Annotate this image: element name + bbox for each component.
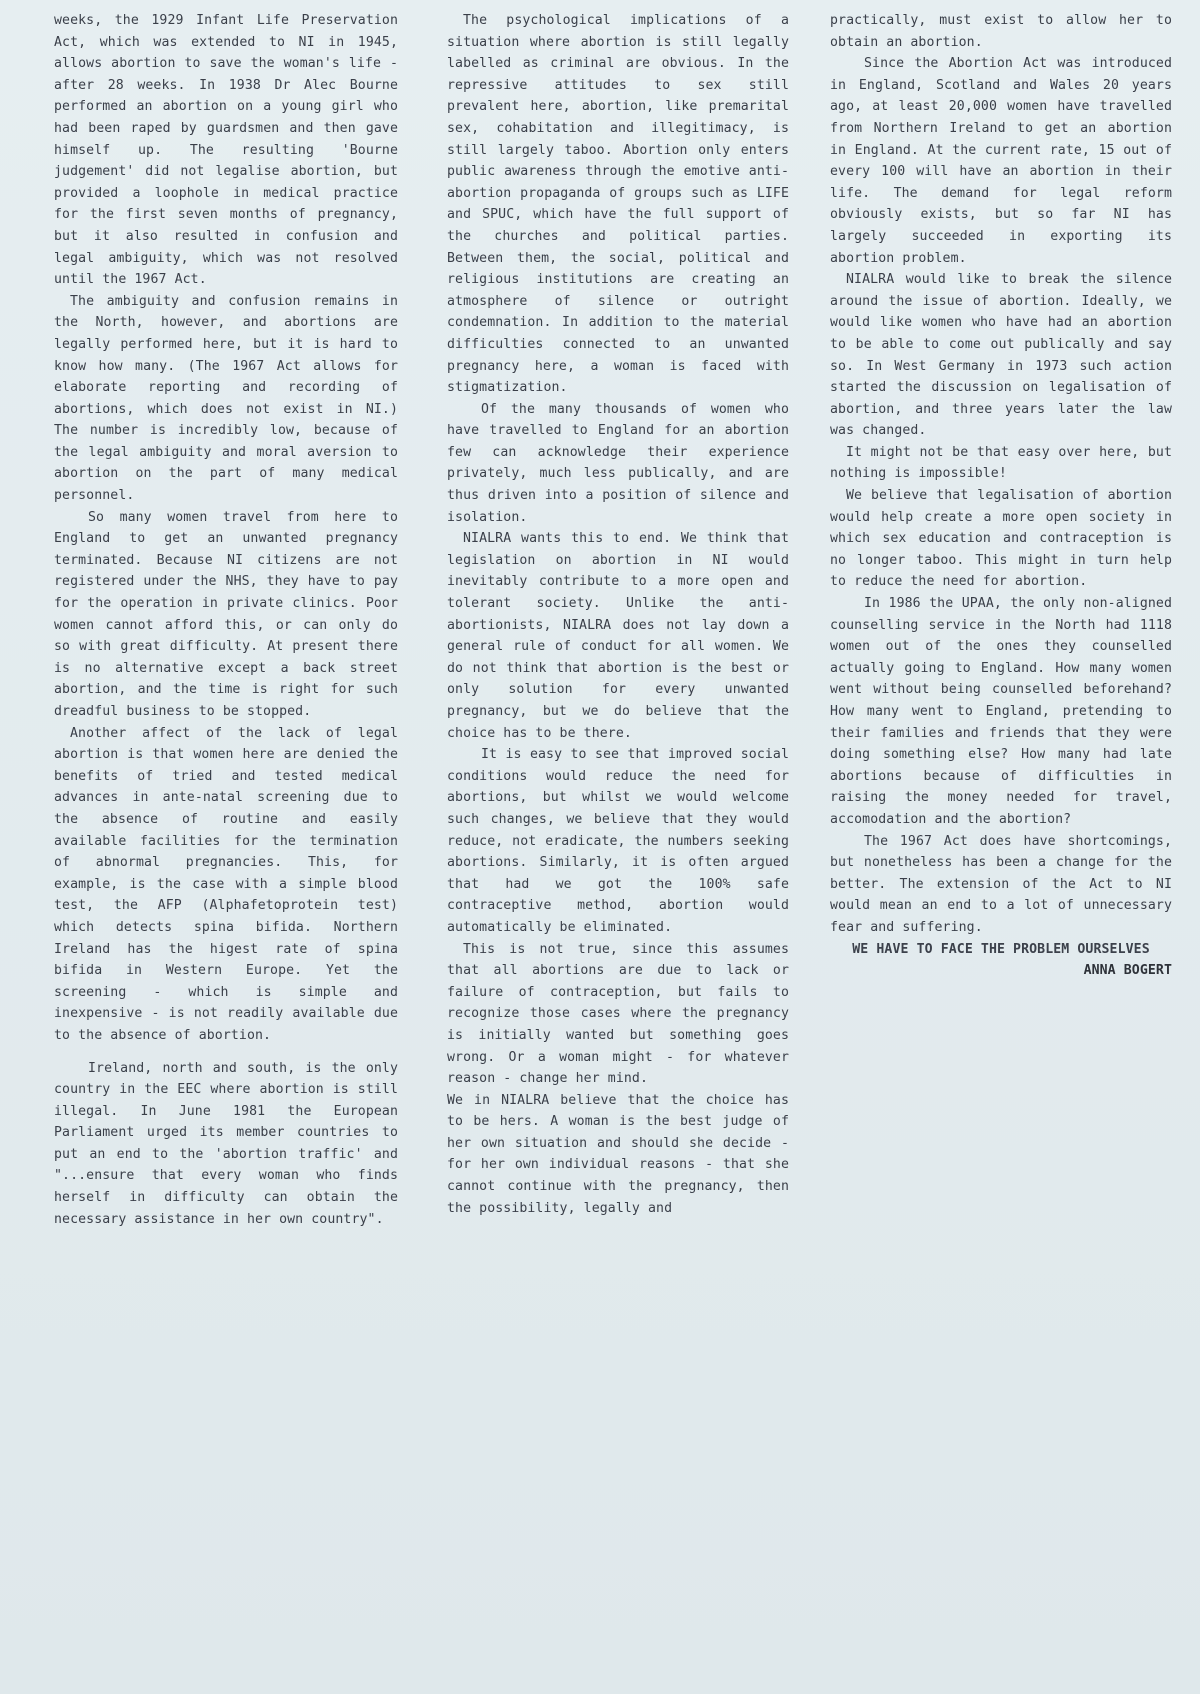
- paragraph: It might not be that easy over here, but nothing is impossible!: [830, 444, 1172, 482]
- paragraph: Since the Abortion Act was introduced in England, Scotland and Wales 20 years ago, at least 20,000 women have travelled from Northern Ireland to get an abortion in England. At the current rate, 15 out of every 100 will have an abortion in their life. The demand for legal reform obviously exists, but so far NI has largely succeeded in exporting its abortion problem.: [830, 56, 1172, 266]
- paragraph: practically, must exist to allow her to obtain an abortion.: [830, 13, 1172, 50]
- author-byline: ANNA BOGERT: [1083, 963, 1172, 979]
- paragraph: It is easy to see that improved social conditions would reduce the need for abortions, but whilst we would welcome such changes, we believe that they would reduce, not eradicate, the numbers seeking abortions. Similarly, it is often argued that had we got the 100% safe contraceptive method, abortion would automatically be eliminated.: [447, 747, 789, 935]
- paragraph: We believe that legalisation of abortion would help create a more open society in which sex education and contraception is no longer taboo. This might in turn help to reduce the need for abortion.: [830, 488, 1172, 590]
- paragraph: The psychological implications of a situation where abortion is still legally labelled as criminal are obvious. In the repressive attitudes to sex still prevalent here, abortion, like premarital sex, cohabitation and illegitimacy, is still largely taboo. Abortion only enters public awareness through the emotive anti-abortion propaganda of groups such as LIFE and SPUC, which have the full support of the churches and political parties. Between them, the social, political and religious institutions are creating an atmosphere of silence or outright condemnation. In addition to the material difficulties connected to an unwanted pregnancy here, a woman is faced with stigmatization.: [447, 13, 789, 396]
- paragraph: In 1986 the UPAA, the only non-aligned counselling service in the North had 1118 women out of the ones they counselled actually going to England. How many women went without being counselled beforehand? How many went to England, pretending to their families and friends that they were doing something else? How many had late abortions because of difficulties in raising the money needed for travel, accomodation and the abortion?: [830, 596, 1172, 827]
- paragraph: We in NIALRA believe that the choice has to be hers. A woman is the best judge of her own situation and should she decide - for her own individual reasons - that she cannot continue with the pregnancy, then the possibility, legally and: [447, 1092, 789, 1216]
- paragraph: Another affect of the lack of legal abortion is that women here are denied the benefits of tried and tested medical advances in ante-natal screening due to the absence of routine and easily available facilities for the termination of abnormal pregnancies. This, for example, is the case with a simple blood test, the AFP (Alphafetoprotein test) which detects spina bifida. Northern Ireland has the higest rate of spina bifida in Western Europe. Yet the screening - which is simple and inexpensive - is not readily available due to the absence of abortion.: [54, 725, 398, 1043]
- paragraph: NIALRA wants this to end. We think that legislation on abortion in NI would inevitably contribute to a more open and tolerant society. Unlike the anti-abortionists, NIALRA does not lay down a general rule of conduct for all women. We do not think that abortion is the best or only solution for every unwanted pregnancy, but we do believe that the choice has to be there.: [447, 531, 789, 741]
- paragraph: So many women travel from here to England to get an unwanted pregnancy terminated. Because NI citizens are not registered under the NHS, they have to pay for the operation in private clinics. Poor women cannot afford this, or can only do so with great difficulty. At present there is no alternative except a back street abortion, and the time is right for such dreadful business to be stopped.: [54, 509, 398, 719]
- paragraph: The 1967 Act does have shortcomings, but nonetheless has been a change for the better. The extension of the Act to NI would mean an end to a lot of unnecessary fear and suffering.: [830, 833, 1172, 935]
- text-column-2: [447, 10, 789, 1219]
- paragraph: The ambiguity and confusion remains in the North, however, and abortions are legally performed here, but it is hard to know how many. (The 1967 Act allows for elaborate reporting and recording of abortions, which does not exist in NI.) The number is incredibly low, because of the legal ambiguity and moral aversion to abortion on the part of many medical personnel.: [54, 293, 398, 504]
- paragraph: NIALRA would like to break the silence around the issue of abortion. Ideally, we would like women who have had an abortion to be able to come out publically and say so. In West Germany in 1973 such action started the discussion on legalisation of abortion, and three years later the law was changed.: [830, 272, 1172, 439]
- text-column-3: [830, 10, 1172, 982]
- paragraph: weeks, the 1929 Infant Life Preservation Act, which was extended to NI in 1945, allows abortion to save the woman's life - after 28 weeks. In 1938 Dr Alec Bourne performed an abortion on a young girl who had been raped by guardsmen and then gave himself up. The resulting 'Bourne judgement' did not legalise abortion, but provided a loophole in medical practice for the first seven months of pregnancy, but it also resulted in confusion and legal ambiguity, which was not resolved until the 1967 Act.: [54, 13, 398, 288]
- closing-heading: WE HAVE TO FACE THE PROBLEM OURSELVES: [852, 941, 1150, 957]
- paragraph: Ireland, north and south, is the only country in the EEC where abortion is still illegal. In June 1981 the European Parliament urged its member countries to put an end to the 'abortion traffic' and "...ensure that every woman who finds herself in difficulty can obtain the necessary assistance in her own country".: [54, 1060, 398, 1227]
- paragraph: Of the many thousands of women who have travelled to England for an abortion few can acknowledge their experience privately, much less publically, and are thus driven into a position of silence and isolation.: [447, 401, 789, 525]
- paragraph: This is not true, since this assumes that all abortions are due to lack or failure of contraception, but fails to recognize those cases where the pregnancy is initially wanted but something goes wrong. Or a woman might - for whatever reason - change her mind.: [447, 941, 789, 1087]
- text-column-1: [54, 10, 398, 1230]
